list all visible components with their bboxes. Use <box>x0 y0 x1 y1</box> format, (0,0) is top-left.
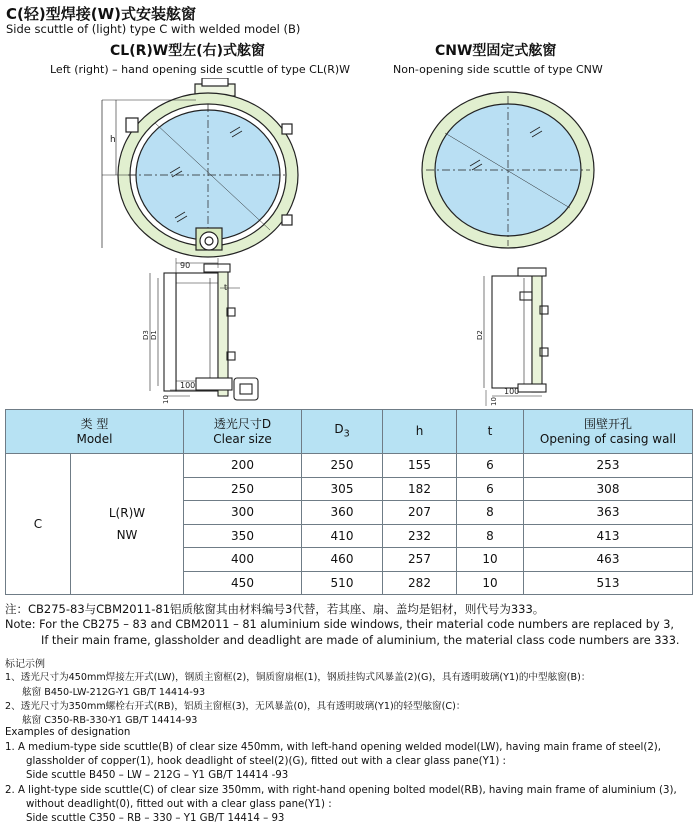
right-10-dim: 10 <box>490 397 498 406</box>
main-title-en: Side scuttle of (light) type C with welded model (B) <box>6 22 301 36</box>
left-10-dim: 10 <box>162 395 170 404</box>
table-row <box>6 454 693 478</box>
example1-cn: 1、透光尺寸为450mm焊接左开式(LW)，钢质主窗框(2)，铜质窗扇框(1)，钢质挂钩式风暴盖(2)(G)，具有透明玻璃(Y1)的中型舷窗(B)： <box>5 672 591 683</box>
spec-table <box>5 409 693 595</box>
left-section-view <box>150 258 258 400</box>
header-d3: $D_3$ <box>302 410 383 454</box>
cell-opening: 308 <box>524 477 693 501</box>
cell-t: 10 <box>457 548 524 572</box>
main-title-cn: C(轻)型焊接(W)式安装舷窗 <box>6 5 196 23</box>
cell-clear: 400 <box>184 548 302 572</box>
example2-en-3: Side scuttle C350 – RB – 330 – Y1 GB/T 14414 – 93 <box>26 813 285 824</box>
model-cell <box>71 454 184 595</box>
left-h-dim: h <box>110 135 116 145</box>
table-header-row <box>6 410 693 454</box>
example1-code: 舷窗 B450-LW-212G-Y1 GB/T 14414-93 <box>22 687 206 698</box>
cell-opening: 363 <box>524 501 693 525</box>
left-front-view <box>102 78 298 257</box>
header-opening-en: Opening of casing wall <box>539 431 677 446</box>
cell-opening: 253 <box>524 454 693 478</box>
cell-d3: 360 <box>302 501 383 525</box>
example1-en-2: glassholder of copper(1), hook deadlight of steel(2)(G), fitted out with a clear glass pane(Y1) : <box>26 756 506 767</box>
cell-h: 282 <box>383 571 457 595</box>
header-opening <box>524 410 693 454</box>
cell-d3: 410 <box>302 524 383 548</box>
cell-t: 10 <box>457 571 524 595</box>
cell-h: 155 <box>383 454 457 478</box>
header-t: t <box>457 410 524 454</box>
right-100-dim: 100 <box>504 387 520 396</box>
cell-d3: 460 <box>302 548 383 572</box>
cell-d3: 305 <box>302 477 383 501</box>
header-model <box>6 410 184 454</box>
header-clear-en: Clear size <box>213 431 272 446</box>
cell-h: 207 <box>383 501 457 525</box>
cell-t: 8 <box>457 501 524 525</box>
header-opening-cn: 围壁开孔 <box>583 416 632 431</box>
note-en-1: Note: For the CB275 – 83 and CBM2011 – 81 aluminium side windows, their material code numbers are replaced by 3, <box>5 618 675 631</box>
left-scuttle-drawing <box>0 78 350 408</box>
left-subtitle-cn: CL(R)W型左(右)式舷窗 <box>110 43 266 59</box>
left-100-dim: 100 <box>180 381 196 390</box>
cell-clear: 250 <box>184 477 302 501</box>
header-h: h <box>383 410 457 454</box>
cell-opening: 513 <box>524 571 693 595</box>
cell-clear: 350 <box>184 524 302 548</box>
header-model-cn: 类 型 <box>80 416 109 431</box>
marking-title: 标记示例 <box>5 659 45 670</box>
cell-opening: 413 <box>524 524 693 548</box>
left-d3-label: D3 <box>142 330 150 340</box>
right-scuttle-drawing <box>400 78 640 408</box>
type-cell: C <box>6 454 71 595</box>
example2-en-2: without deadlight(0), fitted out with a clear glass pane(Y1) : <box>26 799 332 810</box>
note-en-2: If their main frame, glassholder and deadlight are made of aluminium, the material class code numbers are 333. <box>41 634 680 647</box>
header-clear-cn: 透光尺寸D <box>213 416 272 431</box>
cell-clear: 450 <box>184 571 302 595</box>
cell-clear: 200 <box>184 454 302 478</box>
right-subtitle-en: Non-opening side scuttle of type CNW <box>393 63 603 76</box>
right-front-view <box>422 92 594 248</box>
left-90-dim: 90 <box>180 261 191 270</box>
right-d2-label: D2 <box>476 330 484 340</box>
model-lrw: L(R)W <box>108 506 146 520</box>
header-model-en: Model <box>76 431 113 446</box>
note-cn: 注：CB275-83与CBM2011-81铝质舷窗其由材料编号3代替，若其座、扇、盖均是铝材，则代号为333。 <box>5 602 545 616</box>
cell-opening: 463 <box>524 548 693 572</box>
header-clear-size <box>184 410 302 454</box>
example2-en-1: 2. A light-type side scuttle(C) of clear size 350mm, with right-hand opening bolted model(RB), having main frame of aluminium (3), <box>5 785 677 796</box>
cell-d3: 510 <box>302 571 383 595</box>
cell-t: 6 <box>457 477 524 501</box>
right-subtitle-cn: CNW型固定式舷窗 <box>435 43 557 59</box>
cell-h: 182 <box>383 477 457 501</box>
right-section-view <box>484 268 548 406</box>
cell-h: 232 <box>383 524 457 548</box>
left-d1-label: D1 <box>150 330 158 340</box>
left-t-dim: t <box>224 283 228 292</box>
cell-t: 6 <box>457 454 524 478</box>
example2-cn: 2、透光尺寸为350mm螺栓右开式(RB)，铝质主窗框(3)，无风暴盖(0)，具有透明玻璃(Y1)的轻型舷窗(C)： <box>5 701 466 712</box>
example1-en-1: 1. A medium-type side scuttle(B) of clear size 450mm, with left-hand opening welded model(LW), having main frame of steel(2), <box>5 742 662 753</box>
cell-h: 257 <box>383 548 457 572</box>
example2-code: 舷窗 C350-RB-330-Y1 GB/T 14414-93 <box>22 715 198 726</box>
cell-t: 8 <box>457 524 524 548</box>
left-subtitle-en: Left (right) – hand opening side scuttle of type CL(R)W <box>50 63 351 76</box>
cell-clear: 300 <box>184 501 302 525</box>
example1-en-3: Side scuttle B450 – LW – 212G – Y1 GB/T 14414 -93 <box>26 770 289 781</box>
cell-d3: 250 <box>302 454 383 478</box>
model-nw: NW <box>116 528 138 542</box>
examples-title: Examples of designation <box>5 727 131 738</box>
